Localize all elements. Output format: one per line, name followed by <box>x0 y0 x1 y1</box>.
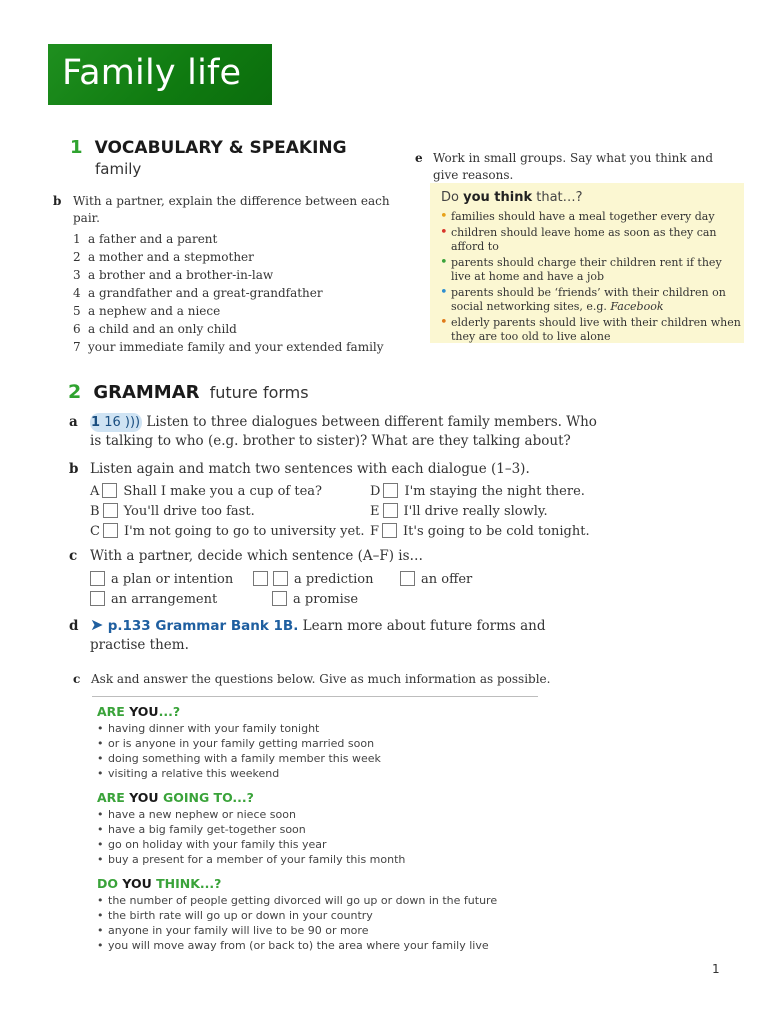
list-item: 7 your immediate family and your extended family <box>73 340 384 354</box>
sentence-row: E I'll drive really slowly. <box>370 504 548 519</box>
answer-checkbox[interactable] <box>253 571 268 586</box>
answer-checkbox[interactable] <box>272 591 287 606</box>
audio-track-badge[interactable]: 1 16 ))) <box>91 415 141 430</box>
answer-checkbox[interactable] <box>383 503 398 518</box>
page-title: Family life <box>62 53 242 93</box>
page-number: 1 <box>712 962 720 976</box>
do-you-think-heading: Do you think that…? <box>441 190 583 205</box>
do-you-think-box <box>430 183 744 343</box>
list-item: 2 a mother and a stepmother <box>73 250 254 264</box>
list-item: 6 a child and an only child <box>73 322 237 336</box>
answer-checkbox[interactable] <box>90 591 105 606</box>
questions-panel <box>97 704 537 953</box>
section1-heading <box>70 137 347 158</box>
list-item: • go on holiday with your family this year <box>97 837 537 852</box>
list-item: • doing something with a family member this week <box>97 751 537 766</box>
exercise-a-instruction: 1 16 ))) Listen to three dialogues between different family members. Who is talking to who (e.g. brother to sister)? What are they talking about? <box>90 414 597 449</box>
section1-number: 1 <box>70 137 83 158</box>
exercise-d-instruction: ➤ p.133 Grammar Bank 1B. Learn more about future forms and practise them. <box>90 615 546 653</box>
exercise-b-instruction: With a partner, explain the difference between each pair. <box>73 194 390 225</box>
answer-checkbox[interactable] <box>103 523 118 538</box>
sentence-row: A Shall I make you a cup of tea? <box>90 484 322 499</box>
option-arrangement: an arrangement <box>87 590 217 610</box>
list-item: • have a big family get-together soon <box>97 822 537 837</box>
list-item: • the birth rate will go up or down in your country <box>97 908 537 923</box>
list-item: • parents should charge their children rent if they live at home and have a job <box>440 254 722 283</box>
speaker-icon: ))) <box>124 415 141 430</box>
sentence-row: F It's going to be cold tonight. <box>370 524 590 539</box>
answer-checkbox[interactable] <box>102 483 117 498</box>
list-item: • visiting a relative this weekend <box>97 766 537 781</box>
list-item: • children should leave home as soon as they can afford to <box>440 224 717 253</box>
arrow-right-icon: ➤ <box>90 615 104 634</box>
bullet-icon: • <box>440 224 448 240</box>
option-offer: an offer <box>397 570 472 590</box>
list-item: 4 a grandfather and a great-grandfather <box>73 286 323 300</box>
sentences-left-column <box>90 482 365 542</box>
list-item: • families should have a meal together every day <box>440 209 715 224</box>
exercise-letter-a: a <box>69 414 78 430</box>
sentence-row: C I'm not going to go to university yet. <box>90 524 365 539</box>
list-item: • you will move away from (or back to) the area where your family live <box>97 938 537 953</box>
exercise-letter-d: d <box>69 618 79 634</box>
answer-checkbox[interactable] <box>273 571 288 586</box>
list-item: • the number of people getting divorced will go up or down in the future <box>97 893 537 908</box>
exercise-letter-b: b <box>53 194 62 208</box>
sentences-right-column <box>370 482 590 542</box>
list-item: • having dinner with your family tonight <box>97 721 537 736</box>
list-item: • or is anyone in your family getting married soon <box>97 736 537 751</box>
answer-checkbox[interactable] <box>400 571 415 586</box>
bullet-icon: • <box>440 209 448 224</box>
bullet-icon: • <box>440 314 448 330</box>
divider <box>92 696 538 697</box>
section2-title: GRAMMAR <box>93 382 200 403</box>
vocab-pairs-list <box>73 230 384 356</box>
section1-title: VOCABULARY & SPEAKING <box>94 138 347 158</box>
section1-subtitle: family <box>95 160 142 178</box>
exercise-c-instruction: With a partner, decide which sentence (A–F) is… <box>90 548 424 564</box>
list-item: 3 a brother and a brother-in-law <box>73 268 274 282</box>
question-group-heading: ARE YOU...? <box>97 704 181 719</box>
question-group-heading: DO YOU THINK...? <box>97 876 222 891</box>
exercise-e-instruction: Work in small groups. Say what you think and give reasons. <box>433 151 714 182</box>
bullet-icon: • <box>440 284 448 300</box>
answer-checkbox[interactable] <box>383 483 398 498</box>
list-item: • buy a present for a member of your family this month <box>97 852 537 867</box>
question-list <box>97 807 537 867</box>
answer-checkbox[interactable] <box>90 571 105 586</box>
answer-checkbox[interactable] <box>103 503 118 518</box>
section2-heading <box>68 381 309 403</box>
list-item: • parents should be ‘friends’ with their children on social networking sites, e.g. Facebook <box>440 284 726 313</box>
option-promise: a promise <box>269 590 358 610</box>
answer-checkbox[interactable] <box>382 523 397 538</box>
exercise-b2-instruction: Listen again and match two sentences with each dialogue (1–3). <box>90 461 530 477</box>
exercise-letter-c2: c <box>73 672 81 686</box>
exercise-letter-b2: b <box>69 461 79 477</box>
section2-number: 2 <box>68 381 82 403</box>
option-prediction: a prediction <box>250 570 373 590</box>
bullet-icon: • <box>440 254 448 270</box>
list-item: 1 a father and a parent <box>73 232 218 246</box>
list-item: 5 a nephew and a niece <box>73 304 221 318</box>
do-you-think-list <box>438 210 742 346</box>
list-item: • have a new nephew or niece soon <box>97 807 537 822</box>
section2-subtitle: future forms <box>209 383 309 402</box>
list-item: • anyone in your family will live to be 90 or more <box>97 923 537 938</box>
question-list <box>97 893 537 953</box>
sentence-row: D I'm staying the night there. <box>370 484 585 499</box>
question-group-heading: ARE YOU GOING TO...? <box>97 790 254 805</box>
list-item: • elderly parents should live with their children when they are too old to live alone <box>440 314 741 343</box>
sentence-row: B You'll drive too fast. <box>90 504 255 519</box>
question-list <box>97 721 537 781</box>
exercise-c2-instruction: Ask and answer the questions below. Give as much information as possible. <box>91 672 551 686</box>
grammar-bank-link[interactable]: p.133 Grammar Bank 1B. <box>107 618 299 634</box>
option-plan: a plan or intention <box>87 570 233 590</box>
exercise-letter-e: e <box>415 151 423 165</box>
exercise-letter-c: c <box>69 548 78 564</box>
title-banner <box>48 44 272 105</box>
